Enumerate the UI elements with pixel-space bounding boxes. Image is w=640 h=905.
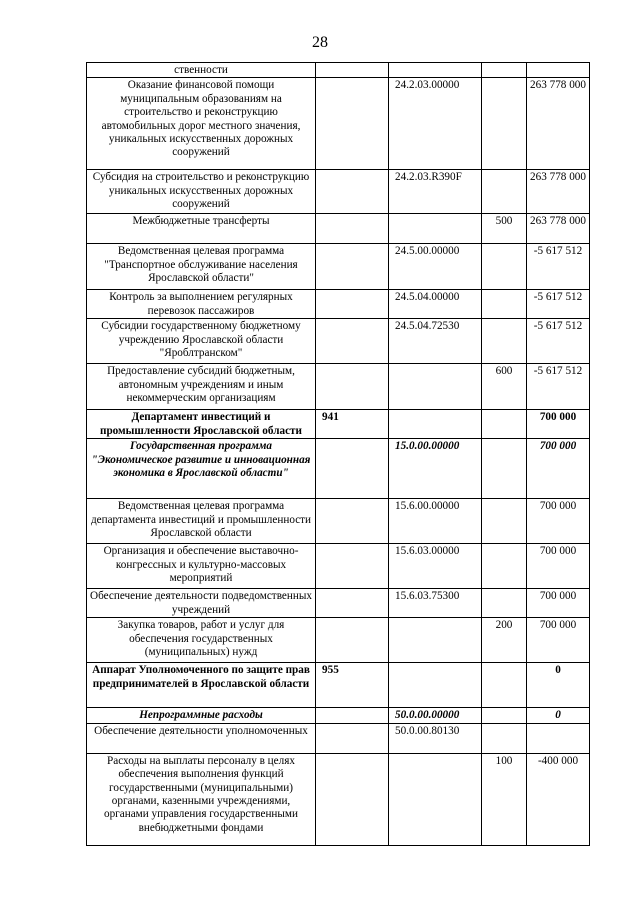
- program-code: 24.2.03.00000: [389, 78, 482, 170]
- program-code: [389, 663, 482, 708]
- program-code: 24.5.00.00000: [389, 244, 482, 290]
- amount: -400 000: [527, 753, 590, 845]
- table-row: [87, 319, 590, 364]
- item-name: Государственная программа "Экономическое развитие и инновационная экономика в Ярославской области": [87, 439, 316, 499]
- table-row: [87, 170, 590, 214]
- program-code: 24.2.03.R390F: [389, 170, 482, 214]
- amount: 0: [527, 708, 590, 723]
- table-row: [87, 439, 590, 499]
- table-row: [87, 544, 590, 589]
- budget-table: [86, 62, 590, 846]
- item-name: Ведомственная целевая программа департамента инвестиций и промышленности Ярославской области: [87, 499, 316, 544]
- ministry-code: [316, 618, 389, 663]
- ministry-code: [316, 439, 389, 499]
- item-name: Ведомственная целевая программа "Транспортное обслуживание населения Ярославской области": [87, 244, 316, 290]
- budget-table-body: [87, 63, 590, 846]
- ministry-code: [316, 708, 389, 723]
- table-row: [87, 618, 590, 663]
- program-code: [389, 410, 482, 439]
- item-name: Обеспечение деятельности подведомственных учреждений: [87, 589, 316, 618]
- item-name: Аппарат Уполномоченного по защите прав предпринимателей в Ярославской области: [87, 663, 316, 708]
- table-row: [87, 589, 590, 618]
- table-row: [87, 78, 590, 170]
- expense-type: [482, 78, 527, 170]
- item-name: Закупка товаров, работ и услуг для обеспечения государственных (муниципальных) нужд: [87, 618, 316, 663]
- table-row: [87, 244, 590, 290]
- table-row: [87, 214, 590, 244]
- program-code: 50.0.00.80130: [389, 723, 482, 753]
- amount: -5 617 512: [527, 290, 590, 319]
- amount: 700 000: [527, 589, 590, 618]
- amount: 700 000: [527, 618, 590, 663]
- expense-type: [482, 170, 527, 214]
- amount: [527, 63, 590, 78]
- amount: 700 000: [527, 410, 590, 439]
- amount: 700 000: [527, 499, 590, 544]
- ministry-code: [316, 544, 389, 589]
- program-code: 50.0.00.00000: [389, 708, 482, 723]
- table-row: [87, 410, 590, 439]
- expense-type: 600: [482, 364, 527, 410]
- expense-type: [482, 663, 527, 708]
- expense-type: 500: [482, 214, 527, 244]
- table-row: [87, 723, 590, 753]
- ministry-code: 941: [316, 410, 389, 439]
- program-code: 15.6.00.00000: [389, 499, 482, 544]
- item-name: Департамент инвестиций и промышленности Ярославской области: [87, 410, 316, 439]
- ministry-code: [316, 364, 389, 410]
- program-code: 15.0.00.00000: [389, 439, 482, 499]
- amount: -5 617 512: [527, 364, 590, 410]
- ministry-code: [316, 589, 389, 618]
- expense-type: [482, 499, 527, 544]
- table-row: [87, 708, 590, 723]
- amount: 0: [527, 663, 590, 708]
- program-code: [389, 364, 482, 410]
- ministry-code: [316, 214, 389, 244]
- program-code: [389, 214, 482, 244]
- expense-type: 200: [482, 618, 527, 663]
- expense-type: [482, 244, 527, 290]
- table-row: [87, 364, 590, 410]
- item-name: Субсидия на строительство и реконструкцию уникальных искусственных дорожных сооружений: [87, 170, 316, 214]
- program-code: 15.6.03.75300: [389, 589, 482, 618]
- item-name: Межбюджетные трансферты: [87, 214, 316, 244]
- item-name: Контроль за выполнением регулярных перевозок пассажиров: [87, 290, 316, 319]
- ministry-code: [316, 63, 389, 78]
- item-name: Субсидии государственному бюджетному учреждению Ярославской области "Яроблтранском": [87, 319, 316, 364]
- ministry-code: [316, 753, 389, 845]
- item-name: Расходы на выплаты персоналу в целях обеспечения выполнения функций государственными (муниципальными) органами, казенными учреждениями, органами управления государственными внебюджетными фондами: [87, 753, 316, 845]
- ministry-code: [316, 170, 389, 214]
- amount: -5 617 512: [527, 319, 590, 364]
- expense-type: [482, 319, 527, 364]
- ministry-code: 955: [316, 663, 389, 708]
- program-code: [389, 618, 482, 663]
- expense-type: [482, 63, 527, 78]
- item-name: Организация и обеспечение выставочно-конгрессных и культурно-массовых мероприятий: [87, 544, 316, 589]
- program-code: 24.5.04.72530: [389, 319, 482, 364]
- expense-type: [482, 544, 527, 589]
- program-code: 15.6.03.00000: [389, 544, 482, 589]
- expense-type: [482, 708, 527, 723]
- item-name: Оказание финансовой помощи муниципальным образованиям на строительство и реконструкцию автомобильных дорог местного значения, уникальных искусственных дорожных сооружений: [87, 78, 316, 170]
- amount: 263 778 000: [527, 78, 590, 170]
- item-name: Предоставление субсидий бюджетным, автономным учреждениям и иным некоммерческим организациям: [87, 364, 316, 410]
- table-row: [87, 290, 590, 319]
- expense-type: [482, 439, 527, 499]
- expense-type: [482, 589, 527, 618]
- table-row: [87, 663, 590, 708]
- expense-type: [482, 410, 527, 439]
- program-code: 24.5.04.00000: [389, 290, 482, 319]
- ministry-code: [316, 723, 389, 753]
- page-number: 28: [312, 34, 328, 51]
- expense-type: [482, 290, 527, 319]
- item-name: ственности: [87, 63, 316, 78]
- expense-type: [482, 723, 527, 753]
- table-row: [87, 499, 590, 544]
- item-name: Непрограммные расходы: [87, 708, 316, 723]
- item-name: Обеспечение деятельности уполномоченных: [87, 723, 316, 753]
- amount: 263 778 000: [527, 214, 590, 244]
- ministry-code: [316, 319, 389, 364]
- table-row: [87, 753, 590, 845]
- table-row: [87, 63, 590, 78]
- amount: -5 617 512: [527, 244, 590, 290]
- expense-type: 100: [482, 753, 527, 845]
- program-code: [389, 753, 482, 845]
- ministry-code: [316, 78, 389, 170]
- amount: 700 000: [527, 544, 590, 589]
- program-code: [389, 63, 482, 78]
- ministry-code: [316, 499, 389, 544]
- ministry-code: [316, 244, 389, 290]
- amount: 700 000: [527, 439, 590, 499]
- amount: [527, 723, 590, 753]
- ministry-code: [316, 290, 389, 319]
- amount: 263 778 000: [527, 170, 590, 214]
